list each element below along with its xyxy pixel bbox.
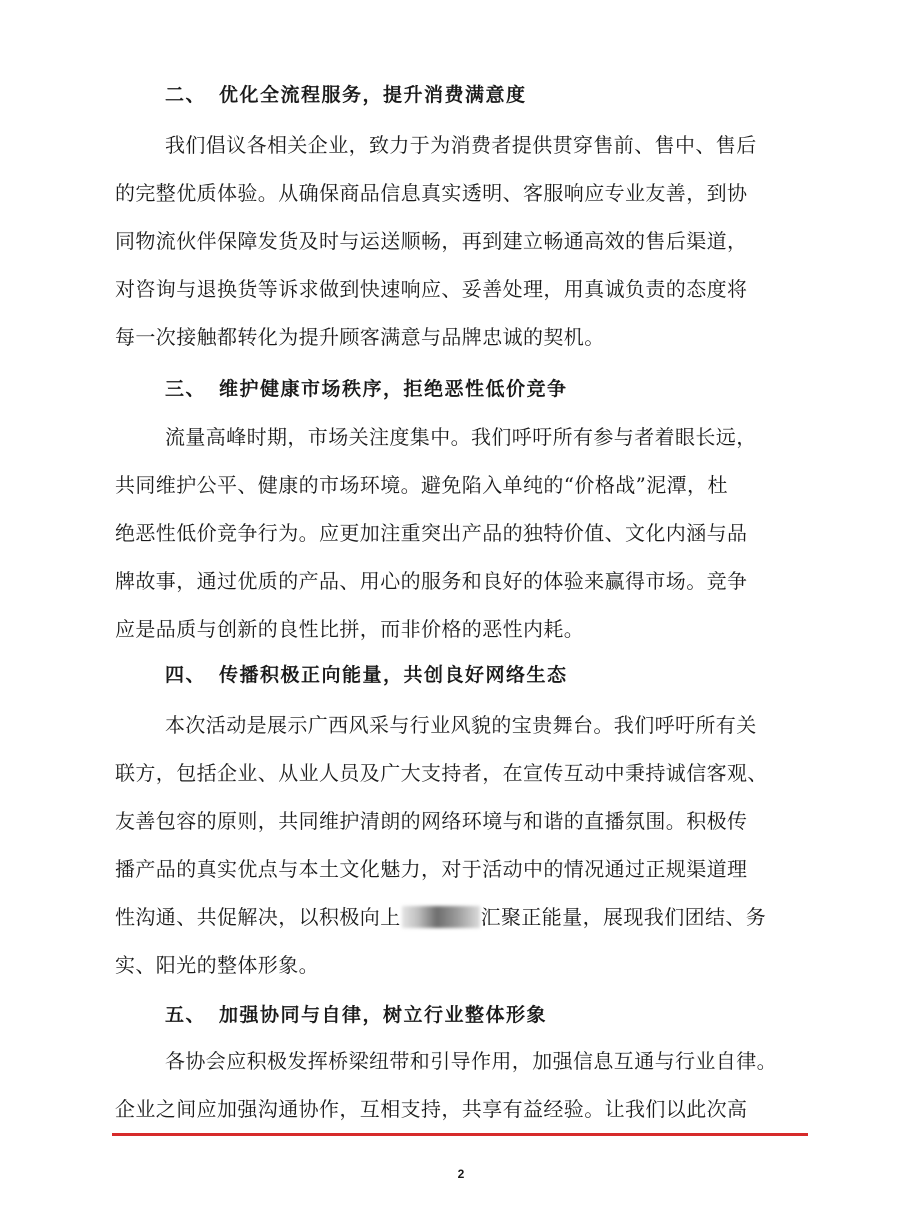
paragraph-line: 本次活动是展示广西风采与行业风貌的宝贵舞台。我们呼吁所有关: [165, 713, 757, 737]
section-title: 维护健康市场秩序，拒绝恶性低价竞争: [219, 378, 568, 400]
paragraph-line: 播产品的真实优点与本土文化魅力，对于活动中的情况通过正规渠道理: [115, 857, 748, 881]
redaction-blur: [402, 906, 480, 928]
section-number: 三、: [165, 378, 207, 400]
paragraph-line: 企业之间应加强沟通协作，互相支持，共享有益经验。让我们以此次高: [115, 1097, 748, 1121]
paragraph-line: 我们倡议各相关企业，致力于为消费者提供贯穿售前、售中、售后: [165, 133, 757, 157]
section-number: 四、: [165, 664, 207, 686]
paragraph-line: 绝恶性低价竞争行为。应更加注重突出产品的独特价值、文化内涵与品: [115, 521, 748, 545]
section-title: 传播积极正向能量，共创良好网络生态: [219, 664, 568, 686]
paragraph-line: 每一次接触都转化为提升顾客满意与品牌忠诚的契机。: [115, 325, 605, 349]
paragraph-line: 同物流伙伴保障发货及时与运送顺畅，再到建立畅通高效的售后渠道，: [115, 229, 748, 253]
section-heading-2: [165, 83, 527, 107]
paragraph-line: 牌故事，通过优质的产品、用心的服务和良好的体验来赢得市场。竞争: [115, 569, 748, 593]
section-title: 加强协同与自律，树立行业整体形象: [219, 1004, 548, 1026]
page-number: 2: [457, 1167, 465, 1181]
footer-red-rule: [112, 1133, 808, 1136]
paragraph-line: 应是品质与创新的良性比拼，而非价格的恶性内耗。: [115, 617, 585, 641]
section-heading-5: [165, 1003, 547, 1027]
paragraph-line: 流量高峰时期，市场关注度集中。我们呼吁所有参与者着眼长远，: [165, 425, 757, 449]
section-title: 优化全流程服务，提升消费满意度: [219, 84, 527, 106]
line-text: 汇聚正能量，展现我们团结、务: [480, 905, 767, 929]
paragraph-line: 实、阳光的整体形象。: [115, 953, 319, 977]
section-heading-4: [165, 663, 568, 687]
paragraph-line: 友善包容的原则，共同维护清朗的网络环境与和谐的直播氛围。积极传: [115, 809, 748, 833]
paragraph-line: 各协会应积极发挥桥梁纽带和引导作用，加强信息互通与行业自律。: [165, 1049, 777, 1073]
paragraph-line: 联方，包括企业、从业人员及广大支持者，在宣传互动中秉持诚信客观、: [115, 761, 768, 785]
section-number: 五、: [165, 1004, 207, 1026]
section-number: 二、: [165, 84, 207, 106]
section-heading-3: [165, 377, 568, 401]
paragraph-line-with-redaction: [115, 905, 766, 929]
paragraph-line: 共同维护公平、健康的市场环境。避免陷入单纯的“价格战”泥潭，杜: [115, 473, 728, 497]
line-text: 性沟通、共促解决，以积极向上: [115, 905, 401, 929]
paragraph-line: 的完整优质体验。从确保商品信息真实透明、客服响应专业友善，到协: [115, 181, 748, 205]
paragraph-line: 对咨询与退换货等诉求做到快速响应、妥善处理，用真诚负责的态度将: [115, 277, 748, 301]
